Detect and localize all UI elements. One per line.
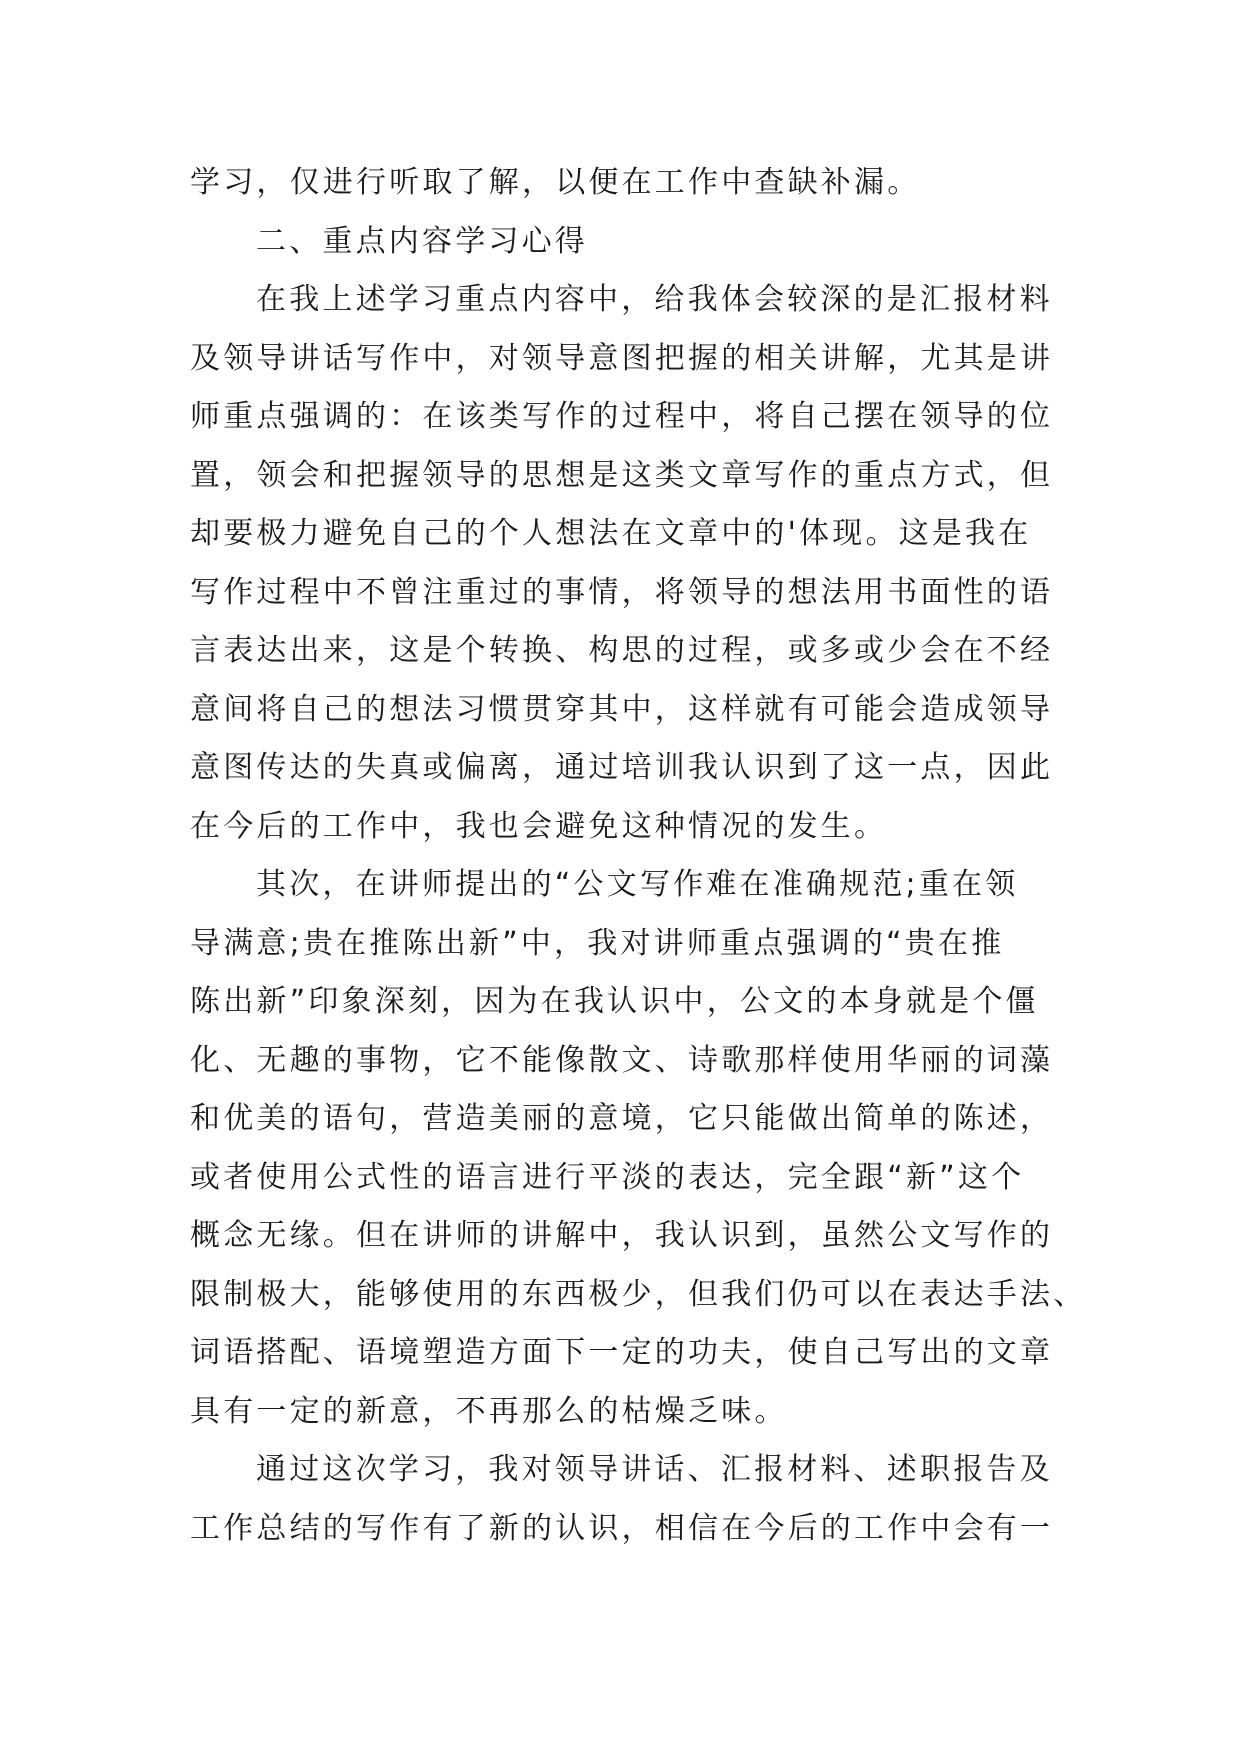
text-line: 写作过程中不曾注重过的事情，将领导的想法用书面性的语: [190, 574, 1054, 610]
text-line: 在我上述学习重点内容中，给我体会较深的是汇报材料: [256, 282, 1053, 317]
text-line: 陈出新”印象深刻，因为在我认识中，公文的本身就是个僵: [190, 984, 1039, 1019]
text-line: 导满意;贵在推陈出新”中，我对讲师重点强调的“贵在推: [190, 925, 1005, 961]
text-line: 学习，仅进行听取了解，以便在工作中查缺补漏。: [190, 165, 921, 200]
text-line: 或者使用公式性的语言进行平淡的表达，完全跟“新”这个: [190, 1159, 1025, 1195]
text-line: 化、无趣的事物，它不能像散文、诗歌那样使用华丽的词藻: [190, 1042, 1054, 1078]
text-line: 通过这次学习，我对领导讲话、汇报材料、述职报告及: [256, 1452, 1053, 1487]
text-line: 工作总结的写作有了新的认识，相信在今后的工作中会有一: [190, 1510, 1054, 1546]
text-line: 及领导讲话写作中，对领导意图把握的相关讲解，尤其是讲: [190, 340, 1054, 376]
text-line: 和优美的语句，营造美丽的意境，它只能做出简单的陈述，: [190, 1101, 1054, 1136]
text-line: 置，领会和把握领导的思想是这类文章写作的重点方式，但: [190, 457, 1054, 493]
text-line: 在今后的工作中，我也会避免这种情况的发生。: [190, 808, 888, 844]
text-line: 师重点强调的：在该类写作的过程中，将自己摆在领导的位: [190, 399, 1054, 434]
text-line: 言表达出来，这是个转换、构思的过程，或多或少会在不经: [190, 633, 1054, 668]
text-line: 具有一定的新意，不再那么的枯燥乏味。: [190, 1393, 788, 1429]
text-line: 意图传达的失真或偏离，通过培训我认识到了这一点，因此: [190, 750, 1054, 785]
text-line: 限制极大，能够使用的东西极少，但我们仍可以在表达手法、: [190, 1276, 1087, 1312]
section-heading: 二、重点内容学习心得: [256, 223, 588, 259]
text-line: 概念无缘。但在讲师的讲解中，我认识到，虽然公文写作的: [190, 1218, 1054, 1253]
text-line: 其次，在讲师提出的“公文写作难在准确规范;重在领: [256, 867, 1019, 902]
text-line: 意间将自己的想法习惯贯穿其中，这样就有可能会造成领导: [190, 691, 1054, 727]
text-line: 词语搭配、语境塑造方面下一定的功夫，使自己写出的文章: [190, 1335, 1054, 1370]
document-body: [190, 154, 1087, 1558]
text-line: 却要极力避免自己的个人想法在文章中的'体现。这是我在: [190, 516, 1032, 551]
